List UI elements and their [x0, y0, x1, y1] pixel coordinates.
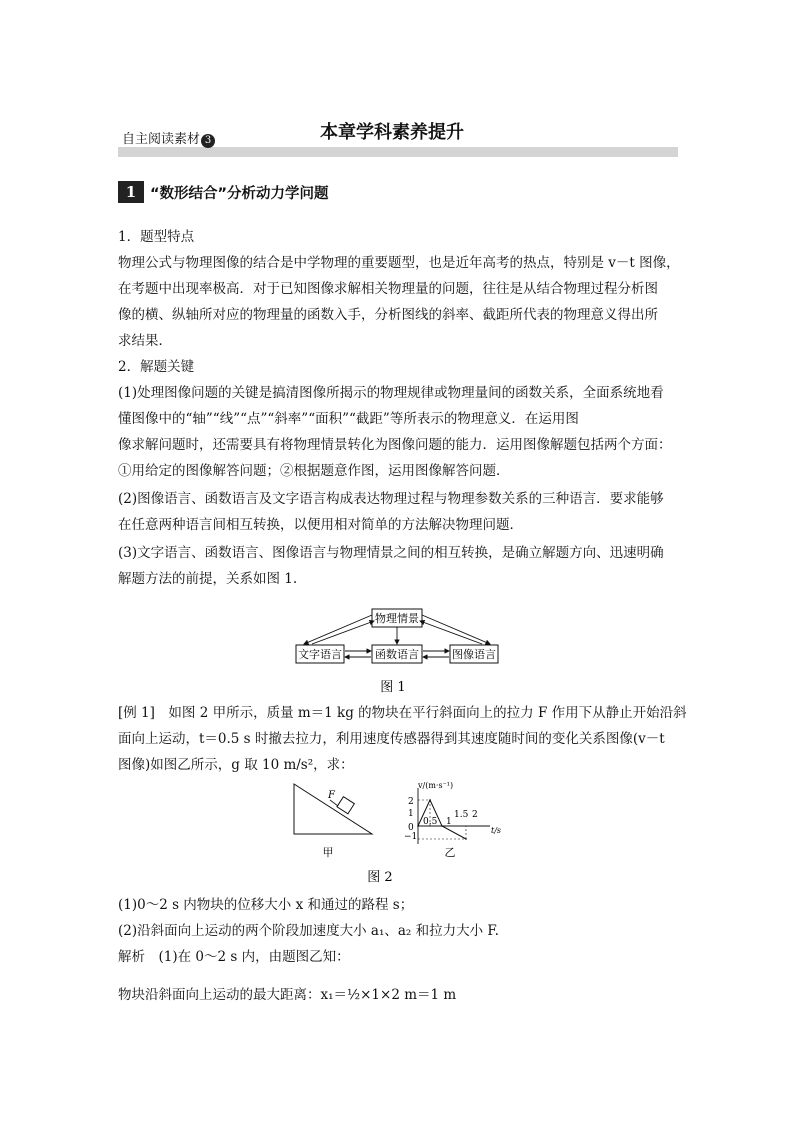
figure-1 [290, 603, 510, 707]
figure-1-diagram [290, 603, 510, 703]
header-label [122, 132, 215, 148]
vt-point [441, 825, 443, 827]
paragraph-line: (2)图像语言、函数语言及文字语言构成表达物理过程与物理参数关系的三种语言．要求能够 [118, 491, 664, 507]
box-image-label: 图像语言 [452, 648, 496, 661]
section-title: “数形结合”分析动力学问题 [150, 186, 329, 202]
paragraph-line: (3)文字语言、函数语言、图像语言与物理情景之间的相互转换，是确立解题方向、迅速明确 [118, 545, 664, 561]
x-axis-label: t/s [491, 826, 502, 835]
section-number-badge: 1 [118, 181, 144, 203]
vt-point [465, 838, 467, 840]
arrow [420, 621, 482, 644]
arrow [312, 621, 374, 644]
example-line: [例 1] 如图 2 甲所示，质量 m＝1 kg 的物块在平行斜面向上的拉力 F 作用下从静止开始沿斜 [118, 705, 687, 721]
block [337, 797, 354, 814]
subheading-features: 1．题型特点 [118, 229, 195, 245]
x-tick-label: 1.5 [454, 810, 469, 820]
header-bar [118, 147, 678, 157]
label-yi: 乙 [444, 846, 456, 859]
paragraph-line: 在考题中出现率极高．对于已知图像求解相关物理量的问题，往往是从结合物理过程分析图 [118, 281, 658, 297]
paragraph-line: 像求解问题时，还需要具有将物理情景转化为图像问题的能力．运用图像解题包括两个方面： [118, 437, 672, 453]
vt-graph [404, 781, 501, 844]
example-line: 图像)如图乙所示，g 取 10 m/s²，求： [118, 757, 354, 773]
vt-point [429, 799, 431, 801]
x-tick-label: 2 [472, 810, 478, 820]
analysis-line: 物块沿斜面向上运动的最大距离：x₁＝½×1×2 m＝1 m [118, 987, 457, 1003]
arrow [422, 615, 490, 644]
chapter-number-badge: 3 [201, 134, 215, 148]
figure-2-diagram [290, 780, 520, 890]
y-tick-label: 0 [408, 823, 414, 833]
box-text-label: 文字语言 [298, 648, 342, 661]
paragraph-line: 像的横、纵轴所对应的物理量的函数入手，分析图线的斜率、截距所代表的物理意义得出所 [118, 307, 658, 323]
paragraph-line: 懂图像中的“轴”“线”“点”“斜率”“面积”“截距”等所表示的物理意义．在运用图 [118, 411, 579, 427]
figure-2 [290, 780, 520, 894]
label-jia: 甲 [322, 846, 334, 859]
y-tick-label: 2 [408, 797, 414, 807]
force-label: F [328, 790, 335, 801]
question-line: (1)0～2 s 内物块的位移大小 x 和通过的路程 s； [118, 897, 414, 913]
arrow [304, 615, 372, 644]
y-tick-label: −1 [404, 832, 418, 842]
header-label-text: 自主阅读素材 [122, 132, 201, 147]
y-tick-label: 1 [408, 809, 414, 819]
figure-1-caption: 图 1 [380, 680, 406, 695]
page-title: 本章学科素养提升 [320, 122, 464, 143]
paragraph-line: 物理公式与物理图像的结合是中学物理的重要题型，也是近年高考的热点，特别是 v－t 图像， [118, 255, 680, 271]
example-line: 面向上运动，t＝0.5 s 时撤去拉力，利用速度传感器得到其速度随时间的变化关系图像(v－t [118, 731, 665, 747]
paragraph-line: ①用给定的图像解答问题；②根据题意作图，运用图像解答问题． [118, 463, 510, 479]
paragraph-line: (1)处理图像问题的关键是搞清图像所揭示的物理规律或物理量间的函数关系，全面系统地看 [118, 385, 664, 401]
paragraph-line: 求结果． [118, 333, 172, 349]
box-scenario-label: 物理情景 [375, 612, 419, 625]
vt-point [417, 825, 419, 827]
figure-2-caption: 图 2 [367, 870, 393, 885]
x-tick-label: 0.5 [423, 817, 438, 827]
analysis-line: 解析 (1)在 0～2 s 内，由题图乙知： [118, 949, 350, 965]
subheading-keys: 2．解题关键 [118, 359, 195, 375]
box-function-label: 函数语言 [375, 648, 419, 661]
question-line: (2)沿斜面向上运动的两个阶段加速度大小 a₁、a₂ 和拉力大小 F. [118, 923, 499, 939]
x-tick-label: 1 [446, 817, 452, 827]
paragraph-line: 解题方法的前提，关系如图 1. [118, 571, 298, 587]
paragraph-line: 在任意两种语言间相互转换，以便用相对简单的方法解决物理问题． [118, 517, 523, 533]
y-axis-label: v/(m·s⁻¹) [418, 781, 454, 790]
